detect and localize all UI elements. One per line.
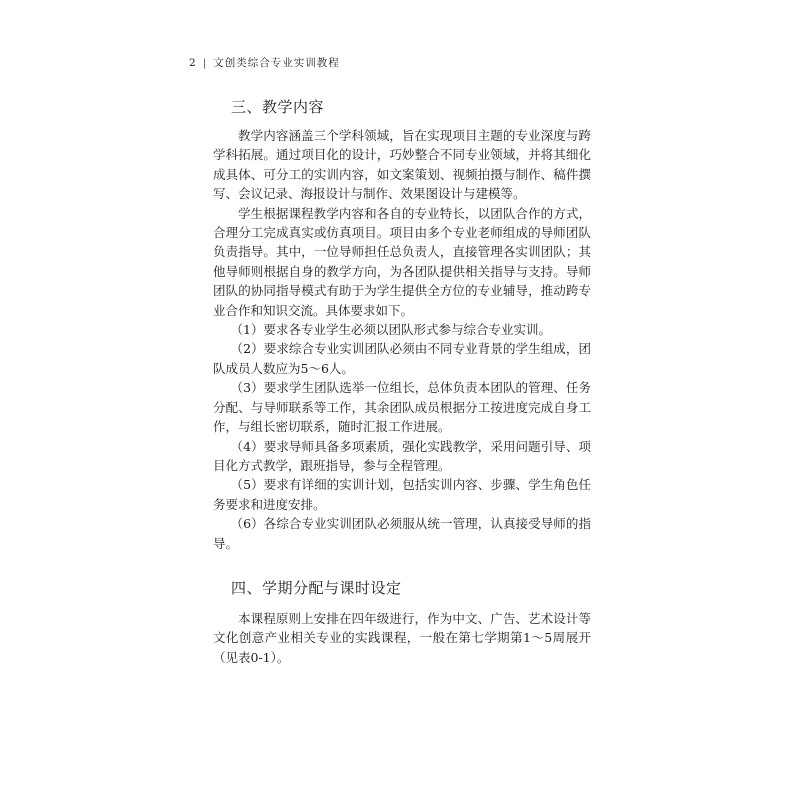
requirement-item: （1）要求各专业学生必须以团队形式参与综合专业实训。 [230,322,551,338]
section-body-teaching-content [213,126,591,553]
requirement-item: （4）要求导师具备多项素质，强化实践教学，采用问题引导、项目化方式教学，跟班指导，参与全程管理。 [213,438,591,473]
requirement-item: （5）要求有详细的实训计划，包括实训内容、步骤、学生角色任务要求和进度安排。 [213,477,591,512]
requirement-item: （3）要求学生团队选举一位组长，总体负责本团队的管理、任务分配、与导师联系等工作，其余团队成员根据分工按进度完成自身工作，与组长密切联系，随时汇报工作进展。 [213,380,591,435]
requirement-item: （6）各综合专业实训团队必须服从统一管理，认真接受导师的指导。 [213,516,591,551]
section-heading-teaching-content: 三、教学内容 [231,98,325,116]
running-head [189,55,340,70]
paragraph: 本课程原则上安排在四年级进行，作为中文、广告、艺术设计等文化创意产业相关专业的实践课程，一般在第七学期第1～5周展开（见表0-1）。 [213,611,591,665]
paragraph: 学生根据课程教学内容和各自的专业特长，以团队合作的方式，合理分工完成真实或仿真项目。项目由多个专业老师组成的导师团队负责指导。其中，一位导师担任总负责人，直接管理各实训团队；其他导师则根据自身的教学方向，为各团队提供相关指导与支持。导师团队的协同指导模式有助于为学生提供全方位的专业辅导，推动跨专业合作和知识交流。具体要求如下。 [213,205,591,318]
section-body-semester-allocation [213,609,591,667]
requirement-item: （2）要求综合专业实训团队必须由不同专业背景的学生组成，团队成员人数应为5～6人。 [213,341,591,376]
section-heading-semester-allocation: 四、学期分配与课时设定 [231,579,402,597]
paragraph: 教学内容涵盖三个学科领域，旨在实现项目主题的专业深度与跨学科拓展。通过项目化的设计，巧妙整合不同专业领域，并将其细化成具体、可分工的实训内容，如文案策划、视频拍摄与制作、稿件撰写、会议记录、海报设计与制作、效果图设计与建模等。 [213,128,591,202]
book-title: 文创类综合专业实训教程 [213,57,340,69]
page-number: 2 [189,57,197,69]
running-head-separator: | [202,57,208,69]
